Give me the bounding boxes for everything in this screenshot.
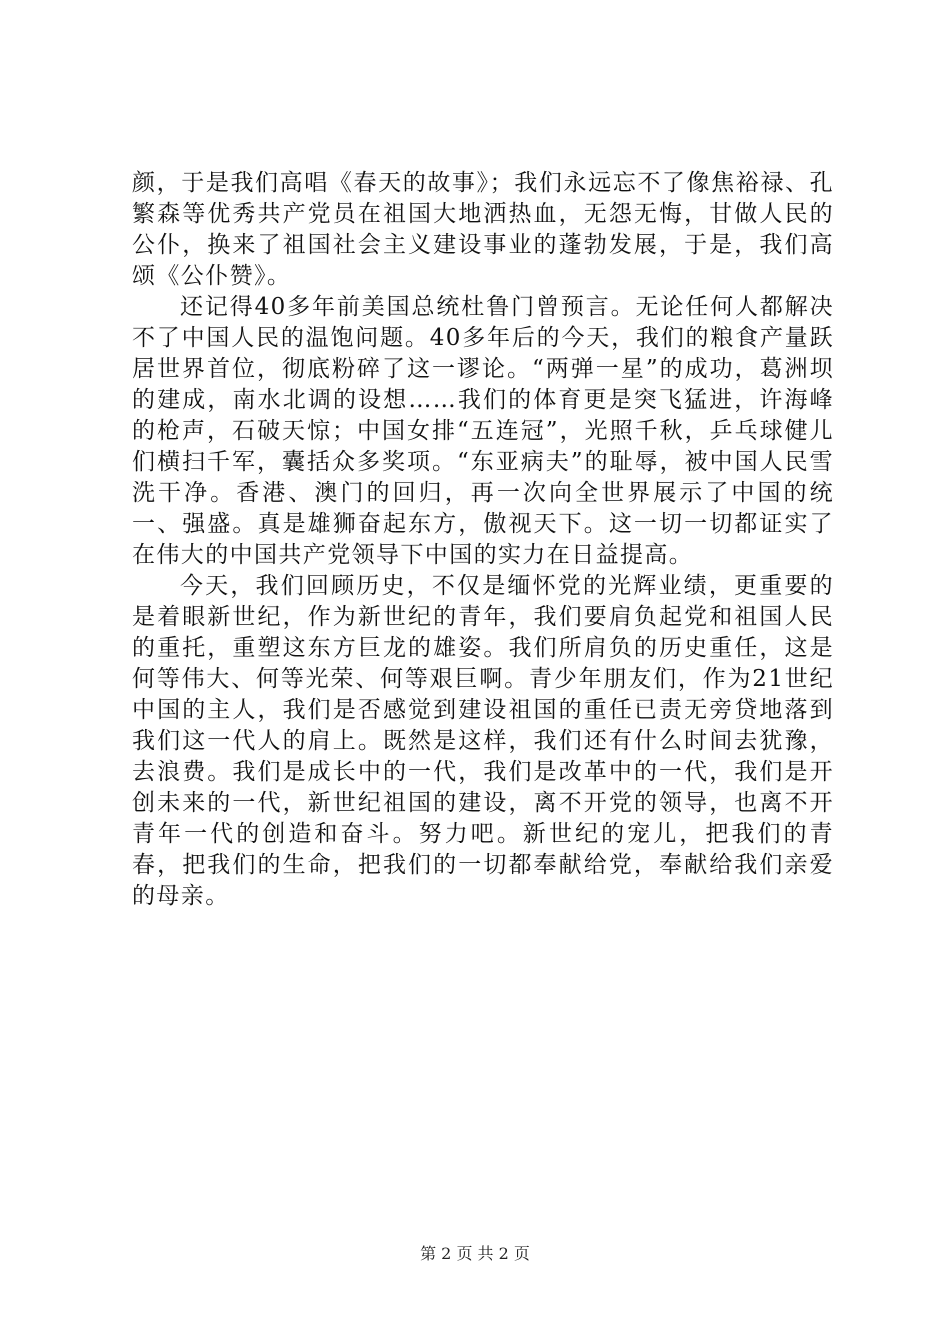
paragraph-2: 还记得40多年前美国总统杜鲁门曾预言。无论任何人都解决不了中国人民的温饱问题。40多年后的今天，我们的粮食产量跃居世界首位，彻底粉碎了这一谬论。“两弹一星”的成功，葛洲坝的建成，南水北调的设想……我们的体育更是突飞猛进，许海峰的枪声，石破天惊；中国女排“五连冠”，光照千秋，乒乓球健儿们横扫千军，囊括众多奖项。“东亚病夫”的耻辱，被中国人民雪洗干净。香港、澳门的回归，再一次向全世界展示了中国的统一、强盛。真是雄狮奋起东方，傲视天下。这一切一切都证实了在伟大的中国共产党领导下中国的实力在日益提高。 bbox=[132, 294, 834, 568]
document-body bbox=[132, 168, 834, 912]
paragraph-1: 颜，于是我们高唱《春天的故事》；我们永远忘不了像焦裕禄、孔繁森等优秀共产党员在祖国大地洒热血，无怨无悔，甘做人民的公仆，换来了祖国社会主义建设事业的蓬勃发展，于是，我们高颂《公仆赞》。 bbox=[132, 170, 834, 289]
paragraph-3: 今天，我们回顾历史，不仅是缅怀党的光辉业绩，更重要的是着眼新世纪，作为新世纪的青年，我们要肩负起党和祖国人民的重托，重塑这东方巨龙的雄姿。我们所肩负的历史重任，这是何等伟大、何等光荣、何等艰巨啊。青少年朋友们，作为21世纪中国的主人，我们是否感觉到建设祖国的重任已责无旁贷地落到我们这一代人的肩上。既然是这样，我们还有什么时间去犹豫，去浪费。我们是成长中的一代，我们是改革中的一代，我们是开创未来的一代，新世纪祖国的建设，离不开党的领导，也离不开青年一代的创造和奋斗。努力吧。新世纪的宠儿，把我们的青春，把我们的生命，把我们的一切都奉献给党，奉献给我们亲爱的母亲。 bbox=[132, 573, 834, 909]
page-number-footer: 第 2 页 共 2 页 bbox=[420, 1244, 530, 1263]
